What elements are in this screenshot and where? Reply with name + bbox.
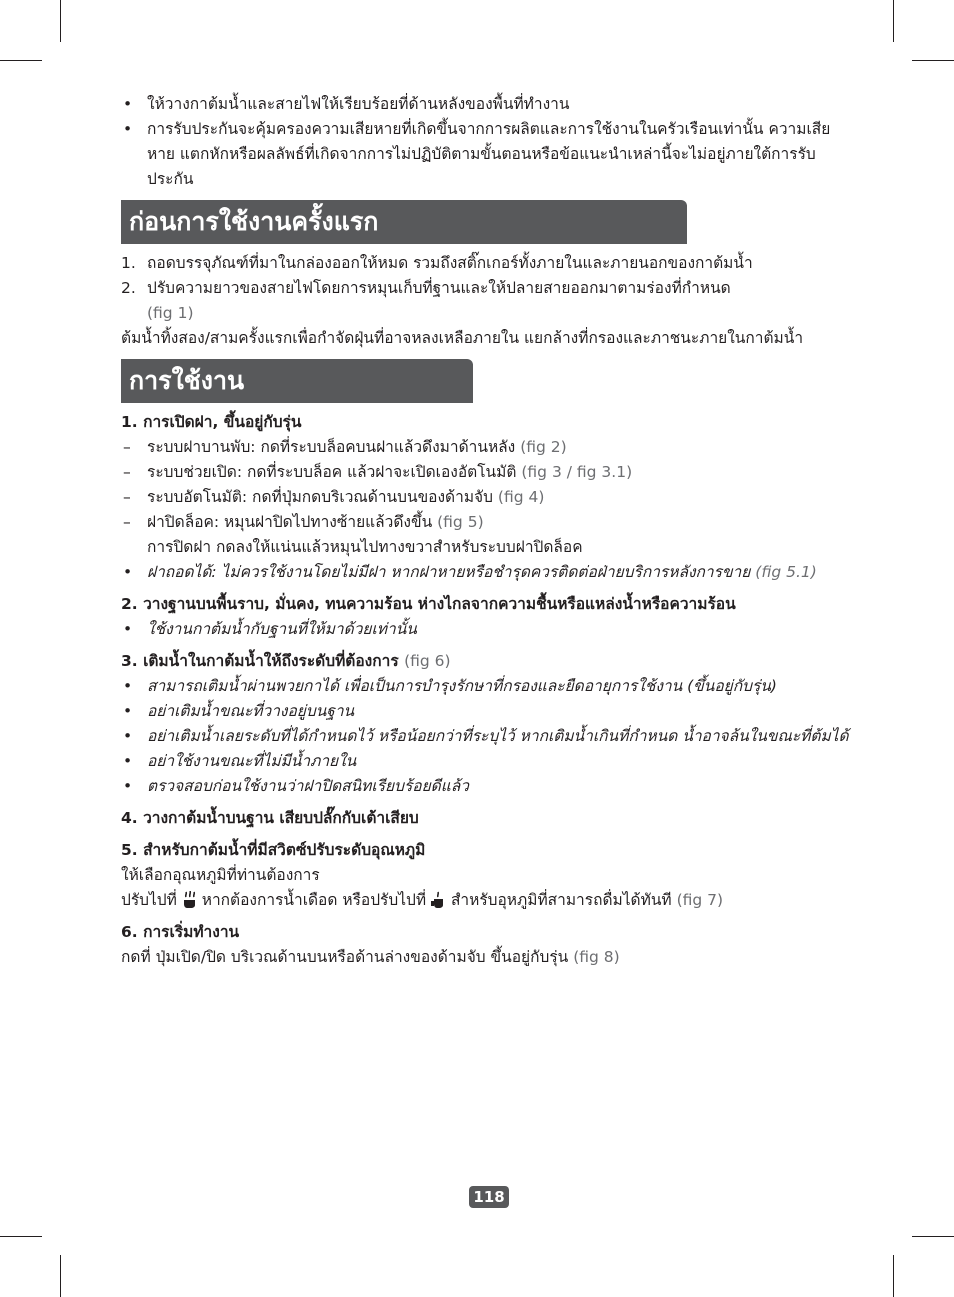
item-text: ตรวจสอบก่อนใช้งานว่าฝาปิดสนิทเรียบร้อยดีแล้ว [147, 777, 469, 795]
page-content [121, 92, 851, 970]
text-span: กดที่ ปุ่มเปิด/ปิด บริเวณด้านบนหรือด้านล่างของด้ามจับ ขึ้นอยู่กับรุ่น [121, 948, 569, 966]
item-text: อย่าเติมน้ำขณะที่วางอยู่บนฐาน [147, 702, 355, 720]
figure-reference: (fig 3 / fig 3.1) [521, 463, 633, 481]
item-text: อย่าใช้งานขณะที่ไม่มีน้ำภายใน [147, 752, 357, 770]
crop-mark [893, 1255, 894, 1297]
list-item [121, 749, 851, 774]
close-instruction: การปิดฝา กดลงให้แน่นแล้วหมุนไปทางขวาสำหรับระบบฝาปิดล็อค [147, 538, 583, 556]
crop-mark [0, 60, 42, 61]
item-text: ระบบช่วยเปิด: กดที่ระบบล็อค แล้วฝาจะเปิดเองอัตโนมัติ [147, 463, 517, 481]
item-text: อย่าเติมน้ำเลยระดับที่ได้กำหนดไว้ หรือน้อยกว่าที่ระบุไว้ หากเติมน้ำเกินที่กำหนด น้ำอาจล้นในขณะที่ต้มได้ [147, 727, 849, 745]
crop-mark [912, 60, 954, 61]
dash-marker: – [123, 463, 131, 481]
bullet-marker: • [123, 95, 133, 113]
list-item [121, 485, 851, 510]
item-text: ถอดบรรจุภัณฑ์ที่มาในกล่องออกให้หมด รวมถึงสติ๊กเกอร์ทั้งภายในและภายนอกของกาต้มน้ำ [147, 254, 753, 272]
bullet-marker: • [123, 120, 133, 138]
subsection-title: 1. การเปิดฝา, ขึ้นอยู่กับรุ่น [121, 413, 302, 431]
paragraph [121, 888, 851, 913]
list-item [121, 460, 851, 485]
item-number: 1. [121, 254, 136, 272]
list-item [121, 560, 851, 585]
section-header-usage: การใช้งาน [121, 359, 473, 403]
figure-reference: (fig 6) [404, 652, 451, 670]
section-header-first-use: ก่อนการใช้งานครั้งแรก [121, 200, 687, 244]
list-item [121, 774, 851, 799]
figure-reference: (fig 1) [147, 304, 194, 322]
bullet-marker: • [123, 752, 133, 770]
text-span: สำหรับอุหภูมิที่สามารถดื่มได้ทันที [450, 891, 672, 909]
bullet-marker: • [123, 677, 133, 695]
list-item [121, 251, 851, 276]
subsection-title: 6. การเริ่มทำงาน [121, 923, 240, 941]
paragraph [121, 945, 851, 970]
dash-marker: – [123, 488, 131, 506]
crop-mark [0, 1236, 42, 1237]
bullet-marker: • [123, 702, 133, 720]
figure-reference: (fig 2) [520, 438, 567, 456]
paragraph: ให้เลือกอุณหภูมิที่ท่านต้องการ [121, 866, 320, 884]
subsection-title [121, 649, 851, 674]
note-paragraph: ต้มน้ำทิ้งสอง/สามครั้งแรกเพื่อกำจัดฝุ่นที่อาจหลงเหลือภายใน แยกล้างที่กรองและภาชนะภายในกาต้มน้ำ [121, 329, 804, 347]
intro-bullet-text: การรับประกันจะคุ้มครองความเสียหายที่เกิดขึ้นจากการผลิตและการใช้งานในครัวเรือนเท่านั้น ความเสียหาย แตกหักหรือผลลัพธ์ที่เกิดจากการไม่ปฏิบัติตามขั้นตอนหรือข้อแนะนำเหล่านี้จะไม่อยู่ภายใต้การรับประกัน [147, 120, 831, 188]
item-text: ระบบฝาบานพับ: กดที่ระบบล็อคบนฝาแล้วดึงมาด้านหลัง [147, 438, 516, 456]
list-item [121, 276, 851, 326]
bullet-marker: • [123, 563, 133, 581]
item-text: สามารถเติมน้ำผ่านพวยกาได้ เพื่อเป็นการบำรุงรักษาที่กรองและยืดอายุการใช้งาน (ขึ้นอยู่กับรุ่น) [147, 677, 777, 695]
list-item [121, 724, 851, 749]
item-text: ฝาปิดล็อค: หมุนฝาปิดไปทางซ้ายแล้วดึงขึ้น [147, 513, 433, 531]
crop-mark [60, 0, 61, 42]
list-item [121, 435, 851, 460]
list-item [121, 510, 851, 560]
text-span: หากต้องการน้ำเดือด หรือปรับไปที่ [201, 891, 427, 909]
list-item [121, 117, 851, 192]
subsection-title: 4. วางกาต้มน้ำบนฐาน เสียบปลั๊กกับเต้าเสียบ [121, 809, 419, 827]
hand-flame-icon [182, 891, 197, 908]
text-span: ปรับไปที่ [121, 891, 177, 909]
bullet-marker: • [123, 727, 133, 745]
crop-mark [893, 0, 894, 42]
subsection-title: 2. วางฐานบนพื้นราบ, มั่นคง, ทนความร้อน ห่างไกลจากความชื้นหรือแหล่งน้ำหรือความร้อน [121, 595, 736, 613]
list-item [121, 617, 851, 642]
bullet-marker: • [123, 620, 133, 638]
figure-reference: (fig 8) [573, 948, 620, 966]
hand-cup-icon [431, 891, 446, 908]
intro-bullet-text: ให้วางกาต้มน้ำและสายไฟให้เรียบร้อยที่ด้านหลังของพื้นที่ทำงาน [147, 95, 570, 113]
figure-reference: (fig 7) [676, 891, 724, 909]
figure-reference: (fig 5) [437, 513, 484, 531]
dash-marker: – [123, 438, 131, 456]
dash-marker: – [123, 513, 131, 531]
list-item [121, 92, 851, 117]
item-text: ระบบอัตโนมัติ: กดที่ปุ่มกดบริเวณด้านบนของด้ามจับ [147, 488, 493, 506]
figure-reference: (fig 5.1) [755, 563, 817, 581]
item-number: 2. [121, 279, 136, 297]
crop-mark [912, 1236, 954, 1237]
list-item [121, 674, 851, 699]
bullet-marker: • [123, 777, 133, 795]
subsection-title-text: 3. เติมน้ำในกาต้มน้ำให้ถึงระดับที่ต้องการ [121, 652, 399, 670]
subsection-title: 5. สำหรับกาต้มน้ำที่มีสวิตซ์ปรับระดับอุณหภูมิ [121, 841, 426, 859]
list-item [121, 699, 851, 724]
crop-mark [60, 1255, 61, 1297]
item-text: ใช้งานกาต้มน้ำกับฐานที่ให้มาด้วยเท่านั้น [147, 620, 417, 638]
item-text: ฝาถอดได้: ไม่ควรใช้งานโดยไม่มีฝา หากฝาหายหรือชำรุดควรติดต่อฝ่ายบริการหลังการขาย [147, 563, 751, 581]
item-text: ปรับความยาวของสายไฟโดยการหมุนเก็บที่ฐานและให้ปลายสายออกมาตามร่องที่กำหนด [147, 279, 731, 297]
figure-reference: (fig 4) [497, 488, 545, 506]
page-number: 118 [469, 1186, 509, 1208]
